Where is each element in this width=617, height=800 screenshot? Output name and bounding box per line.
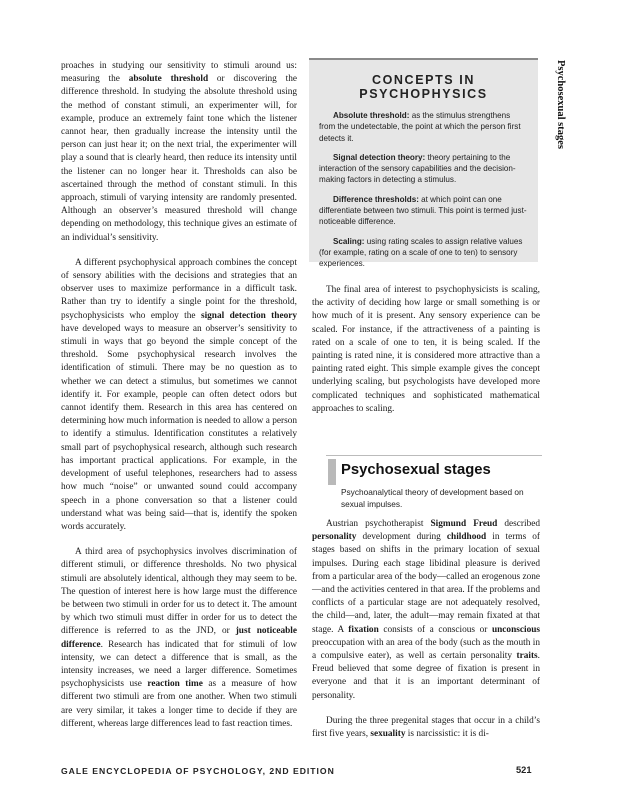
right-column-top	[312, 284, 540, 416]
text-run: described	[497, 519, 540, 529]
text-run: proaches in studying our sensitivity to stimuli around us: measuring the	[61, 61, 297, 85]
entry-header-rule	[326, 455, 542, 456]
concept-item-scaling: Scaling: using rating scales to assign relative values (for example, rating on a scale of one to ten) to sensory experiences.	[319, 236, 523, 269]
bold-term: absolute threshold	[128, 74, 209, 85]
left-paragraph-3	[61, 546, 297, 731]
text-run: is narcissistic: it is di-	[405, 729, 489, 740]
bold-term: fixation	[348, 624, 379, 635]
left-paragraph-2	[61, 257, 297, 534]
entry-title: Psychosexual stages	[341, 462, 491, 478]
footer-page-number: 521	[516, 765, 532, 775]
entry-header-bar	[328, 459, 336, 485]
text-run: development during	[356, 532, 447, 543]
bold-term: signal detection theory	[200, 310, 297, 321]
entry-paragraph-1	[312, 518, 540, 703]
text-run: preoccupation with an area of the body (such as the mouth in a compulsive eater), as well as certain personality	[312, 637, 540, 662]
bold-term: unconscious	[491, 624, 541, 635]
concept-item-difference-thresholds: Difference thresholds: at which point can one differentiate between two stimuli. This point is termed just-noticeable difference.	[319, 194, 527, 227]
bold-term: traits	[516, 651, 538, 662]
entry-body	[312, 518, 540, 741]
bold-term: sexuality	[370, 729, 406, 740]
text-run: Austrian psychotherapist	[326, 519, 431, 529]
scaling-paragraph	[312, 284, 540, 416]
bold-term: Sigmund Freud	[430, 519, 498, 529]
concept-item-absolute-threshold: Absolute threshold: as the stimulus strengthens from the undetectable, the point at which the person first detects it.	[319, 111, 521, 143]
entry-paragraph-2	[312, 715, 540, 741]
text-run: or discovering the difference threshold. In studying the absolute threshold using the method of constant stimuli, an experimenter will, for example, produce an extremely faint tone which the listener cannot hear, then gradually increase the intensity until the person can just hear it; on the next trial, the experimenter will play a sound that is clearly heard, then reduce its intensity until the listener can no longer hear it. Thresholds can also be ascertained through the method of constant stimuli. In this approach, stimuli of varying intensity are randomly presented. Although an observer’s measured threshold will change depending on methodology, this technique gives an estimate of an individual’s sensitivity.	[61, 74, 297, 243]
text-run: . Freud believed that some degree of fixation is present in everyone and that it is an important determinant of personality.	[312, 651, 540, 701]
left-paragraph-1	[61, 60, 297, 245]
bold-term: childhood	[446, 532, 487, 543]
bold-term: personality	[312, 532, 357, 543]
concept-item-signal-detection: Signal detection theory: theory pertaining to the interaction of the sensory capabilities and the decision-making factors in detecting a stimulus.	[319, 152, 516, 185]
text-run: in terms of stages based on shifts in the primary location of sexual impulses. During each stage libidinal pleasure is derived from a particular area of the body—called an erogenous zone—and the activities centered in that area. If the problems and conflicts of a particular stage are not adequately resolved, the child—and, later, the adult—may remain fixated at that stage. A	[312, 532, 541, 635]
text-run: have developed ways to measure an observer’s sensitivity to stimuli in ways that go beyond the simple concept of the threshold. Some psychophysical research involves the identification of stimuli. There may be no question as to whether we can detect a stimulus, but sometimes we cannot identify it. For example, people can often detect odors but cannot identify them. Research in this area has centered on determining how much information is needed to allow a person to identify a stimulus. Identification constitutes a relatively small part of psychophysical research, although such research has important practical applications. For example, in the development of useful telephones, researchers had to assess how much “noise” or unwanted sound could accompany speech in a phone conversation so that a listener could understand what was being said—that is, identify the spoken words accurately.	[61, 323, 297, 532]
text-run: A different psychophysical approach combines the concept of sensory abilities with the decisions and strategies that an observer uses to maximize performance in a difficult task. Rather than try to identify a single point for the threshold, psychophysicists who employ the	[61, 257, 297, 321]
text-run: A third area of psychophysics involves discrimination of different stimuli, or difference thresholds. No two physical stimuli are absolutely identical, although they may seem to be. The question of interest here is how large must the difference be between two stimuli in order for us to detect it. The amount by which two stimuli must differ in order for us to detect the difference is referred to as the JND, or	[61, 547, 297, 637]
entry-header	[326, 455, 542, 517]
side-tab-section-label: Psychosexual stages	[555, 60, 566, 149]
concepts-box-title: CONCEPTS IN PSYCHOPHYSICS	[359, 73, 488, 101]
entry-subtitle: Psychoanalytical theory of development based on sexual impulses.	[341, 487, 524, 509]
text-run: The final area of interest to psychophysicists is scaling, the activity of deciding how large or small something is or how much of it is present. Any sensory experience can be scaled. For instance, if the attractiveness of a painting is rated on a scale of one to ten, it is being scaled. If the painting is rated nine, it is considered more attractive than a painting rated eight. This simple example gives the concept underlying scaling, but psychologists have developed more complicated techniques and sophisticated mathematical approaches to scaling.	[312, 285, 540, 414]
footer-publication-title: GALE ENCYCLOPEDIA OF PSYCHOLOGY, 2ND EDITION	[61, 766, 335, 776]
text-run: . Research has indicated that for stimuli of low intensity, we can detect a difference that is small, as the intensity increases, we need a larger difference. Sometimes psychophysicists use	[61, 639, 297, 690]
bold-term: reaction time	[147, 679, 203, 690]
text-run: During the three pregenital stages that occur in a child’s first five years,	[312, 715, 540, 740]
text-run: consists of a conscious or	[378, 624, 492, 635]
text-run: as a measure of how different two stimuli are from one another. When two stimuli are very similar, it takes a longer time to decide if they are different, whereas large differences lead to fast reaction times.	[61, 679, 297, 729]
left-column	[61, 60, 297, 731]
concepts-sidebar-box	[309, 58, 538, 269]
bold-term: just noticeable difference	[61, 626, 297, 650]
